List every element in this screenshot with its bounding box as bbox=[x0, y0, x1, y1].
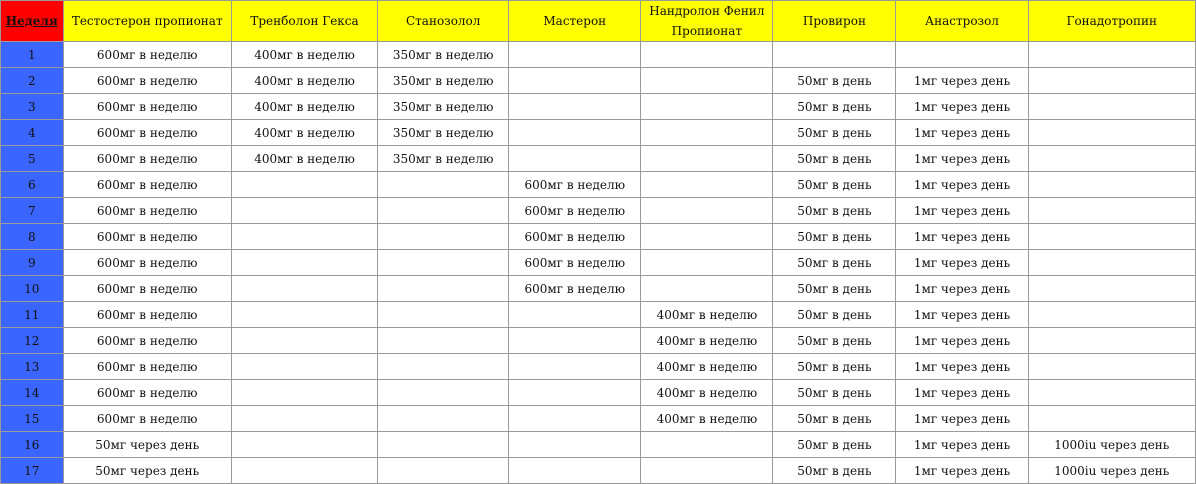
cell-stanozolol bbox=[378, 172, 509, 198]
cell-gonadotropin bbox=[1028, 120, 1195, 146]
cell-stanozolol: 350мг в неделю bbox=[378, 146, 509, 172]
cell-masteron bbox=[509, 68, 641, 94]
cell-week: 15 bbox=[1, 406, 64, 432]
cell-trenbolone-hexa bbox=[231, 380, 377, 406]
cell-week: 13 bbox=[1, 354, 64, 380]
cell-anastrozole: 1мг через день bbox=[896, 68, 1028, 94]
cell-stanozolol bbox=[378, 406, 509, 432]
cell-stanozolol: 350мг в неделю bbox=[378, 42, 509, 68]
cell-gonadotropin: 1000iu через день bbox=[1028, 432, 1195, 458]
cell-masteron: 600мг в неделю bbox=[509, 172, 641, 198]
cell-stanozolol: 350мг в неделю bbox=[378, 68, 509, 94]
cell-nandrolone-phenylpropionate bbox=[641, 172, 773, 198]
cell-trenbolone-hexa bbox=[231, 328, 377, 354]
cell-gonadotropin bbox=[1028, 406, 1195, 432]
cell-anastrozole: 1мг через день bbox=[896, 120, 1028, 146]
cell-proviron: 50мг в день bbox=[773, 224, 896, 250]
cell-gonadotropin bbox=[1028, 302, 1195, 328]
cell-nandrolone-phenylpropionate: 400мг в неделю bbox=[641, 328, 773, 354]
cell-masteron bbox=[509, 380, 641, 406]
cell-stanozolol bbox=[378, 328, 509, 354]
cell-masteron bbox=[509, 146, 641, 172]
cell-proviron: 50мг в день bbox=[773, 250, 896, 276]
cell-nandrolone-phenylpropionate bbox=[641, 250, 773, 276]
cell-proviron: 50мг в день bbox=[773, 458, 896, 484]
cell-proviron: 50мг в день bbox=[773, 94, 896, 120]
cell-anastrozole: 1мг через день bbox=[896, 94, 1028, 120]
cell-anastrozole: 1мг через день bbox=[896, 380, 1028, 406]
cell-stanozolol bbox=[378, 224, 509, 250]
cell-anastrozole: 1мг через день bbox=[896, 198, 1028, 224]
cell-week: 7 bbox=[1, 198, 64, 224]
cell-nandrolone-phenylpropionate bbox=[641, 224, 773, 250]
cell-proviron: 50мг в день bbox=[773, 354, 896, 380]
cell-gonadotropin bbox=[1028, 354, 1195, 380]
header-cell-proviron: Провирон bbox=[773, 1, 896, 42]
cell-stanozolol: 350мг в неделю bbox=[378, 94, 509, 120]
table-row bbox=[1, 224, 1196, 250]
cell-proviron: 50мг в день bbox=[773, 198, 896, 224]
cell-testosterone-propionate: 50мг через день bbox=[63, 432, 231, 458]
header-cell-trenbolone-hexa: Тренболон Гекса bbox=[231, 1, 377, 42]
cell-trenbolone-hexa bbox=[231, 458, 377, 484]
cell-proviron: 50мг в день bbox=[773, 120, 896, 146]
cell-anastrozole: 1мг через день bbox=[896, 458, 1028, 484]
header-cell-testosterone-propionate: Тестостерон пропионат bbox=[63, 1, 231, 42]
cell-gonadotropin bbox=[1028, 250, 1195, 276]
cell-nandrolone-phenylpropionate bbox=[641, 94, 773, 120]
cell-testosterone-propionate: 600мг в неделю bbox=[63, 68, 231, 94]
cell-trenbolone-hexa: 400мг в неделю bbox=[231, 42, 377, 68]
cell-gonadotropin bbox=[1028, 224, 1195, 250]
table-row bbox=[1, 68, 1196, 94]
cell-stanozolol bbox=[378, 354, 509, 380]
table-row bbox=[1, 328, 1196, 354]
cell-testosterone-propionate: 600мг в неделю bbox=[63, 380, 231, 406]
table-row bbox=[1, 432, 1196, 458]
cell-nandrolone-phenylpropionate: 400мг в неделю bbox=[641, 406, 773, 432]
table-row bbox=[1, 120, 1196, 146]
cell-nandrolone-phenylpropionate bbox=[641, 120, 773, 146]
table-row bbox=[1, 250, 1196, 276]
cell-gonadotropin bbox=[1028, 68, 1195, 94]
cell-gonadotropin bbox=[1028, 276, 1195, 302]
cell-nandrolone-phenylpropionate bbox=[641, 276, 773, 302]
cell-nandrolone-phenylpropionate bbox=[641, 432, 773, 458]
cell-anastrozole: 1мг через день bbox=[896, 276, 1028, 302]
header-cell-week: Неделя bbox=[1, 1, 64, 42]
cell-trenbolone-hexa bbox=[231, 198, 377, 224]
cell-gonadotropin bbox=[1028, 172, 1195, 198]
cell-anastrozole bbox=[896, 42, 1028, 68]
cell-week: 3 bbox=[1, 94, 64, 120]
cell-proviron: 50мг в день bbox=[773, 380, 896, 406]
cell-testosterone-propionate: 600мг в неделю bbox=[63, 146, 231, 172]
cell-week: 9 bbox=[1, 250, 64, 276]
header-cell-gonadotropin: Гонадотропин bbox=[1028, 1, 1195, 42]
cell-testosterone-propionate: 600мг в неделю bbox=[63, 354, 231, 380]
cell-masteron bbox=[509, 432, 641, 458]
table-row bbox=[1, 146, 1196, 172]
cell-proviron: 50мг в день bbox=[773, 328, 896, 354]
cell-proviron: 50мг в день bbox=[773, 276, 896, 302]
table-row bbox=[1, 380, 1196, 406]
cell-trenbolone-hexa bbox=[231, 276, 377, 302]
cell-testosterone-propionate: 600мг в неделю bbox=[63, 94, 231, 120]
cell-week: 8 bbox=[1, 224, 64, 250]
cell-anastrozole: 1мг через день bbox=[896, 146, 1028, 172]
cell-trenbolone-hexa bbox=[231, 406, 377, 432]
cell-testosterone-propionate: 600мг в неделю bbox=[63, 120, 231, 146]
cell-stanozolol bbox=[378, 380, 509, 406]
cell-masteron: 600мг в неделю bbox=[509, 198, 641, 224]
cell-masteron bbox=[509, 328, 641, 354]
cell-proviron: 50мг в день bbox=[773, 68, 896, 94]
cell-masteron: 600мг в неделю bbox=[509, 276, 641, 302]
cell-masteron bbox=[509, 406, 641, 432]
cell-nandrolone-phenylpropionate bbox=[641, 458, 773, 484]
cell-nandrolone-phenylpropionate: 400мг в неделю bbox=[641, 380, 773, 406]
cell-anastrozole: 1мг через день bbox=[896, 250, 1028, 276]
cell-testosterone-propionate: 600мг в неделю bbox=[63, 42, 231, 68]
header-cell-nandrolone-phenylpropionate: Нандролон Фенил Пропионат bbox=[641, 1, 773, 42]
cell-testosterone-propionate: 600мг в неделю bbox=[63, 198, 231, 224]
cell-stanozolol bbox=[378, 432, 509, 458]
cell-week: 11 bbox=[1, 302, 64, 328]
cell-nandrolone-phenylpropionate bbox=[641, 198, 773, 224]
cell-masteron bbox=[509, 458, 641, 484]
cell-stanozolol bbox=[378, 302, 509, 328]
cell-week: 4 bbox=[1, 120, 64, 146]
cell-proviron: 50мг в день bbox=[773, 302, 896, 328]
header-cell-masteron: Мастерон bbox=[509, 1, 641, 42]
table-row bbox=[1, 302, 1196, 328]
table-row bbox=[1, 276, 1196, 302]
cell-week: 14 bbox=[1, 380, 64, 406]
cell-trenbolone-hexa: 400мг в неделю bbox=[231, 146, 377, 172]
cell-gonadotropin bbox=[1028, 146, 1195, 172]
header-cell-anastrozole: Анастрозол bbox=[896, 1, 1028, 42]
cell-proviron: 50мг в день bbox=[773, 172, 896, 198]
cell-trenbolone-hexa bbox=[231, 354, 377, 380]
cell-anastrozole: 1мг через день bbox=[896, 432, 1028, 458]
cell-testosterone-propionate: 600мг в неделю bbox=[63, 224, 231, 250]
cell-gonadotropin bbox=[1028, 198, 1195, 224]
cell-week: 6 bbox=[1, 172, 64, 198]
cell-anastrozole: 1мг через день bbox=[896, 406, 1028, 432]
header-row bbox=[1, 1, 1196, 42]
cell-masteron bbox=[509, 354, 641, 380]
cell-masteron bbox=[509, 120, 641, 146]
table-row bbox=[1, 458, 1196, 484]
cell-week: 1 bbox=[1, 42, 64, 68]
cell-testosterone-propionate: 600мг в неделю bbox=[63, 172, 231, 198]
cell-week: 2 bbox=[1, 68, 64, 94]
cell-nandrolone-phenylpropionate bbox=[641, 68, 773, 94]
cell-stanozolol bbox=[378, 276, 509, 302]
cell-proviron: 50мг в день bbox=[773, 406, 896, 432]
cell-gonadotropin bbox=[1028, 94, 1195, 120]
cell-gonadotropin bbox=[1028, 380, 1195, 406]
cell-masteron bbox=[509, 42, 641, 68]
cell-nandrolone-phenylpropionate: 400мг в неделю bbox=[641, 302, 773, 328]
cell-trenbolone-hexa bbox=[231, 172, 377, 198]
cell-anastrozole: 1мг через день bbox=[896, 328, 1028, 354]
cell-masteron bbox=[509, 302, 641, 328]
cell-week: 16 bbox=[1, 432, 64, 458]
cell-masteron bbox=[509, 94, 641, 120]
cell-testosterone-propionate: 600мг в неделю bbox=[63, 328, 231, 354]
table-row bbox=[1, 354, 1196, 380]
cell-trenbolone-hexa bbox=[231, 432, 377, 458]
cell-trenbolone-hexa bbox=[231, 250, 377, 276]
header-cell-stanozolol: Станозолол bbox=[378, 1, 509, 42]
cell-anastrozole: 1мг через день bbox=[896, 172, 1028, 198]
cell-trenbolone-hexa: 400мг в неделю bbox=[231, 94, 377, 120]
cell-week: 10 bbox=[1, 276, 64, 302]
cell-masteron: 600мг в неделю bbox=[509, 224, 641, 250]
cell-nandrolone-phenylpropionate bbox=[641, 42, 773, 68]
cell-gonadotropin bbox=[1028, 42, 1195, 68]
table-row bbox=[1, 94, 1196, 120]
table-row bbox=[1, 172, 1196, 198]
cell-stanozolol: 350мг в неделю bbox=[378, 120, 509, 146]
cell-stanozolol bbox=[378, 458, 509, 484]
cell-week: 5 bbox=[1, 146, 64, 172]
cell-stanozolol bbox=[378, 198, 509, 224]
cell-nandrolone-phenylpropionate: 400мг в неделю bbox=[641, 354, 773, 380]
cell-testosterone-propionate: 50мг через день bbox=[63, 458, 231, 484]
cell-gonadotropin bbox=[1028, 328, 1195, 354]
table-row bbox=[1, 198, 1196, 224]
cell-testosterone-propionate: 600мг в неделю bbox=[63, 302, 231, 328]
cell-nandrolone-phenylpropionate bbox=[641, 146, 773, 172]
table-row bbox=[1, 42, 1196, 68]
cell-masteron: 600мг в неделю bbox=[509, 250, 641, 276]
cell-anastrozole: 1мг через день bbox=[896, 302, 1028, 328]
cell-stanozolol bbox=[378, 250, 509, 276]
table-body bbox=[1, 42, 1196, 484]
cell-anastrozole: 1мг через день bbox=[896, 354, 1028, 380]
cell-testosterone-propionate: 600мг в неделю bbox=[63, 406, 231, 432]
cell-anastrozole: 1мг через день bbox=[896, 224, 1028, 250]
cell-proviron: 50мг в день bbox=[773, 432, 896, 458]
cell-trenbolone-hexa: 400мг в неделю bbox=[231, 68, 377, 94]
cell-proviron bbox=[773, 42, 896, 68]
cell-proviron: 50мг в день bbox=[773, 146, 896, 172]
cell-testosterone-propionate: 600мг в неделю bbox=[63, 276, 231, 302]
cell-gonadotropin: 1000iu через день bbox=[1028, 458, 1195, 484]
cell-trenbolone-hexa: 400мг в неделю bbox=[231, 120, 377, 146]
cell-testosterone-propionate: 600мг в неделю bbox=[63, 250, 231, 276]
cell-week: 17 bbox=[1, 458, 64, 484]
cell-trenbolone-hexa bbox=[231, 302, 377, 328]
table-row bbox=[1, 406, 1196, 432]
cell-trenbolone-hexa bbox=[231, 224, 377, 250]
cell-week: 12 bbox=[1, 328, 64, 354]
